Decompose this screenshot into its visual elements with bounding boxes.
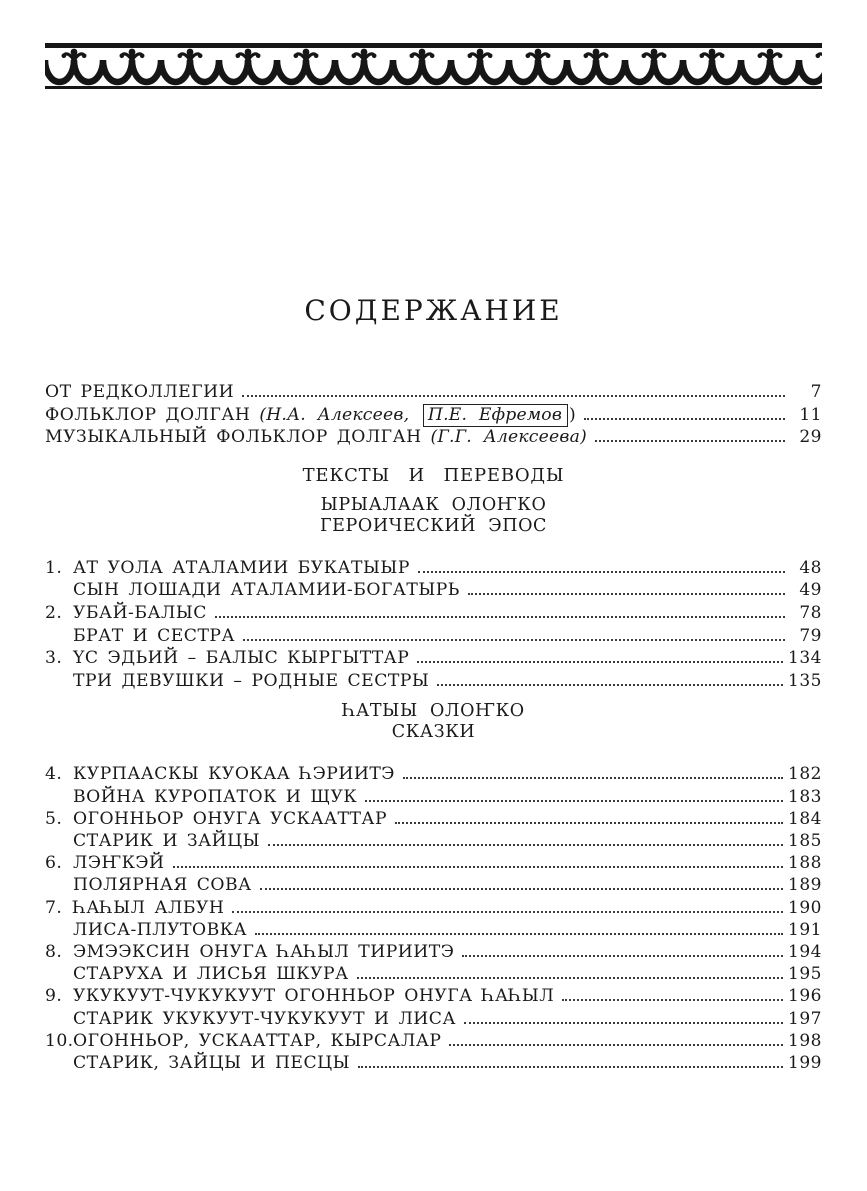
page-number: 199 (788, 1052, 822, 1073)
toc-groups (45, 495, 822, 1074)
page-number: 198 (788, 1030, 822, 1051)
leader-dots (358, 1064, 783, 1068)
leader-dots (417, 659, 783, 663)
front-matter-list (45, 381, 822, 449)
toc-row (45, 874, 822, 896)
toc-row (45, 426, 822, 449)
toc-entry-text: ЛИСА-ПЛУТОВКА (73, 919, 248, 940)
page-number: 188 (788, 853, 822, 874)
toc-entry-text: УКУКУУТ-ЧУКУКУУТ ОГОННЬОР ОНУГА ҺАҺЫЛ (73, 986, 555, 1007)
toc-entry-number: 4. (45, 764, 63, 785)
toc-row (45, 941, 822, 963)
toc-entry-text: КУРПААСКЫ КУОКАА ҺЭРИИТЭ (73, 764, 395, 785)
leader-dots (464, 1020, 783, 1024)
toc-row (45, 381, 822, 404)
toc-row (45, 897, 822, 919)
decorative-header-border (45, 43, 822, 89)
toc-entry-text: ТРИ ДЕВУШКИ – РОДНЫЕ СЕСТРЫ (73, 670, 430, 691)
leader-dots (232, 909, 783, 913)
page-number: 183 (788, 786, 822, 807)
toc-entry-text: СТАРИК И ЗАЙЦЫ (73, 830, 261, 851)
leader-dots (437, 682, 783, 686)
toc-entry-text: ОГОННЬОР ОНУГА УСКААТТАР (73, 808, 388, 829)
toc-entry-text: ҺАҺЫЛ АЛБУН (73, 897, 225, 918)
toc-entry-text: ФОЛЬКЛОР ДОЛГАН (Н.А. Алексеев, П.Е. Ефремов ) (45, 404, 577, 425)
toc-row (45, 786, 822, 808)
toc-row (45, 1052, 822, 1074)
toc-entry-number: 9. (45, 986, 63, 1007)
toc-row (45, 557, 822, 580)
toc-row (45, 602, 822, 625)
leader-dots (268, 842, 783, 846)
page-title: СОДЕРЖАНИЕ (304, 294, 563, 327)
group-subtitle-line: СКАЗКИ (391, 722, 476, 743)
toc-entry-text: СЫН ЛОШАДИ АТАЛАМИИ-БОГАТЫРЬ (73, 580, 460, 601)
page-number: 189 (788, 875, 822, 896)
group-subtitle-line: ЫРЫАЛААК ОЛОҤКО (320, 494, 547, 515)
toc-entry-number: 6. (45, 853, 63, 874)
scallop-anchor-ornament-icon (45, 48, 822, 86)
boxed-author-name: П.Е. Ефремов (423, 404, 568, 427)
toc-entry-number: 7. (45, 897, 63, 918)
page-number: 194 (788, 941, 822, 962)
page-number: 29 (799, 427, 822, 448)
leader-dots (595, 438, 785, 442)
leader-dots (562, 997, 783, 1001)
toc-entry-text: СТАРИК УКУКУУТ-ЧУКУКУУТ И ЛИСА (73, 1008, 456, 1029)
toc-entry-text: ПОЛЯРНАЯ СОВА (73, 875, 252, 896)
toc-row (45, 763, 822, 785)
toc-entry-number: 10. (45, 1030, 74, 1051)
toc-row (45, 808, 822, 830)
page-number: 79 (799, 625, 822, 646)
page-number: 195 (788, 964, 822, 985)
toc-entry-list (45, 557, 822, 693)
leader-dots (449, 1042, 783, 1046)
leader-dots (243, 637, 785, 641)
toc-entry-number: 5. (45, 808, 63, 829)
page-number: 48 (799, 557, 822, 578)
toc-row (45, 647, 822, 670)
toc-row (45, 830, 822, 852)
leader-dots (255, 931, 783, 935)
page-number: 78 (799, 602, 822, 623)
toc-row (45, 985, 822, 1007)
leader-dots (418, 569, 785, 573)
page-number: 135 (788, 670, 822, 691)
section-heading-texts-and-translations: ТЕКСТЫ И ПЕРЕВОДЫ (302, 464, 565, 486)
page-number: 197 (788, 1008, 822, 1029)
leader-dots (357, 975, 783, 979)
group-subtitle (45, 701, 822, 743)
toc-row (45, 625, 822, 648)
toc-entry-number: 2. (45, 602, 63, 623)
toc-entry-text: ҮС ЭДЬИЙ – БАЛЫС КЫРГЫТТАР (73, 648, 410, 669)
leader-dots (242, 393, 785, 397)
toc-row (45, 919, 822, 941)
toc-entry-authors-close: ) (569, 404, 577, 425)
group-subtitle-line: ГЕРОИЧЕСКИЙ ЭПОС (319, 515, 548, 536)
toc-entry-text: БРАТ И СЕСТРА (73, 625, 235, 646)
toc-entry-authors: (Г.Г. Алексеева) (430, 427, 587, 448)
contents-column (45, 89, 822, 1074)
leader-dots (215, 614, 785, 618)
toc-entry-text: СТАРУХА И ЛИСЬЯ ШКУРА (73, 964, 349, 985)
toc-entry-number: 3. (45, 648, 63, 669)
toc-entry-list (45, 763, 822, 1074)
toc-entry-text: ЛЭҤКЭЙ (73, 853, 165, 874)
leader-dots (468, 591, 785, 595)
toc-entry-text: УБАЙ-БАЛЫС (73, 602, 207, 623)
toc-row (45, 579, 822, 602)
toc-row (45, 963, 822, 985)
page-number: 7 (810, 382, 822, 402)
toc-entry-text: МУЗЫКАЛЬНЫЙ ФОЛЬКЛОР ДОЛГАН (Г.Г. Алексеева) (45, 427, 587, 448)
toc-entry-number: 1. (45, 557, 63, 578)
page-number: 185 (788, 830, 822, 851)
page-number: 182 (788, 764, 822, 785)
leader-dots (365, 798, 783, 802)
page-number: 184 (788, 808, 822, 829)
toc-entry-text: ЭМЭЭКСИН ОНУГА ҺАҺЫЛ ТИРИИТЭ (73, 941, 455, 962)
leader-dots (260, 886, 783, 890)
toc-entry-text: СТАРИК, ЗАЙЦЫ И ПЕСЦЫ (73, 1052, 351, 1073)
toc-entry-text: ВОЙНА КУРОПАТОК И ЩУК (73, 786, 358, 807)
toc-entry-text: ОТ РЕДКОЛЛЕГИИ (45, 382, 235, 402)
toc-row (45, 1008, 822, 1030)
page-number: 134 (788, 648, 822, 669)
leader-dots (584, 416, 785, 420)
page-number: 196 (788, 986, 822, 1007)
page-number: 191 (788, 919, 822, 940)
page-number: 190 (788, 897, 822, 918)
toc-row (45, 852, 822, 874)
toc-row (45, 670, 822, 693)
toc-entry-authors: (Н.А. Алексеев, (259, 404, 421, 425)
toc-entry-number: 8. (45, 941, 63, 962)
toc-entry-text: ОГОННЬОР, УСКААТТАР, КЫРСАЛАР (73, 1030, 442, 1051)
page-number: 11 (799, 404, 822, 425)
leader-dots (173, 864, 784, 868)
toc-entry-text: АТ УОЛА АТАЛАМИИ БУКАТЫЫР (73, 557, 410, 578)
group-subtitle (45, 495, 822, 537)
leader-dots (462, 953, 783, 957)
leader-dots (395, 820, 783, 824)
page-number: 49 (799, 580, 822, 601)
toc-row (45, 1030, 822, 1052)
leader-dots (403, 775, 783, 779)
group-subtitle-line: ҺАТЫЫ ОЛОҤКО (342, 701, 525, 722)
toc-row (45, 404, 822, 427)
